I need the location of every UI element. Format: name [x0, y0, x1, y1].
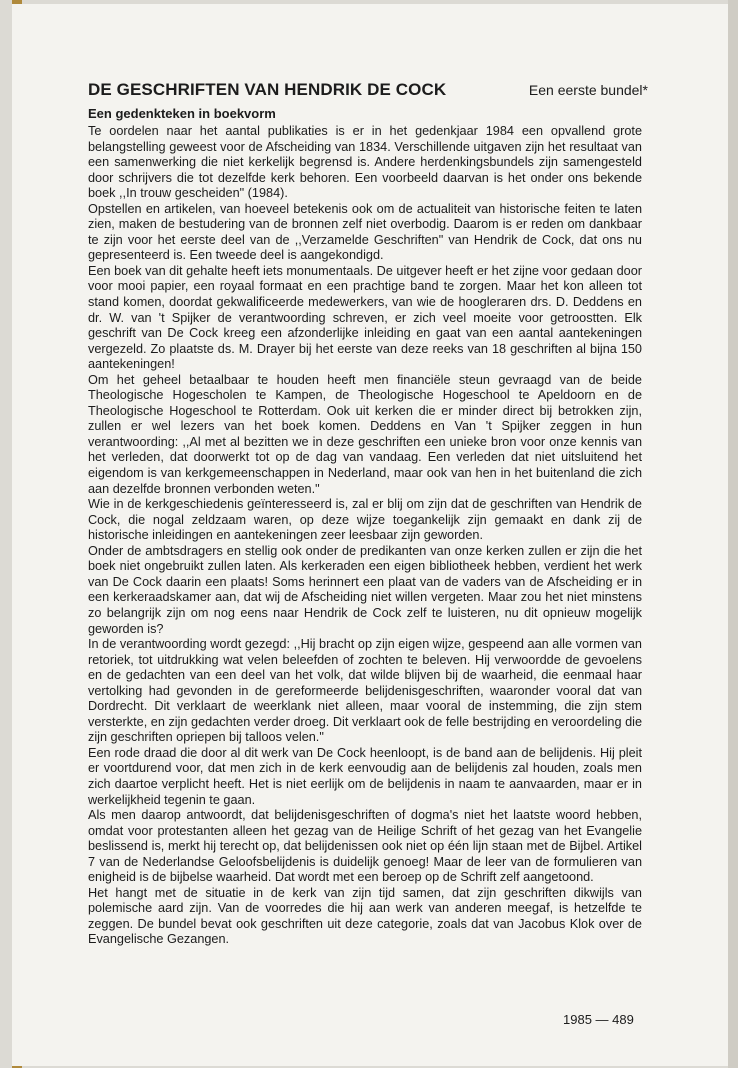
page-header [88, 80, 648, 102]
section-heading: Een gedenkteken in boekvorm [88, 106, 276, 121]
page-number: 1985 — 489 [563, 1012, 634, 1027]
paragraph: Onder de ambtsdragers en stellig ook onder de predikanten van onze kerken zullen er zijn die het boek niet ongebruikt zullen laten. Als kerkeraden een eigen bibliotheek hebben, verdient het werk van De Cock daarin een plaats! Soms herinnert een plaat van de vaders van de Afscheiding er in een kerkeraadskamer aan, dat wij de Afscheiding niet willen vergeten. Maar zou het niet minstens zo belangrijk zijn om nog eens naar Hendrik de Cock zelf te luisteren, nu dit opnieuw mogelijk geworden is? [88, 543, 642, 636]
paragraph: Een rode draad die door al dit werk van De Cock heenloopt, is de band aan de belijdenis. Hij pleit er voortdurend voor, dat men zich in de kerk eenvoudig aan de belijdenis zal houden, zoals men zich daartoe verplicht heeft. Het is niet eerlijk om de belijdenis in naam te aanvaarden, maar er in werkelijkheid tegenin te gaan. [88, 745, 642, 807]
article-title: DE GESCHRIFTEN VAN HENDRIK DE COCK [88, 80, 447, 99]
article-body [88, 124, 642, 948]
paragraph: Te oordelen naar het aantal publikaties is er in het gedenkjaar 1984 een opvallend grote belangstelling geweest voor de Afscheiding van 1834. Verschillende uitgaven zijn het resultaat van een samenwerking die niet kerkelijk begrensd is. Andere herdenkingsbundels zijn samengesteld door schrijvers die tot dezelfde kerk behoren. Een voorbeeld daarvan is het onder ons bekende boek ,,In trouw gescheiden" (1984). [88, 124, 642, 201]
paragraph: In de verantwoording wordt gezegd: ,,Hij bracht op zijn eigen wijze, gespeend aan alle vormen van retoriek, tot uitdrukking wat velen beleefden of zochten te beleven. Hij verwoordde de gevoelens en de gedachten van een deel van het volk, dat wilde blijven bij de waarheid, die eenmaal haar vertolking had gevonden in de gereformeerde belijdenisgeschriften, waaronder vooral dat van Dordrecht. Dit verklaart de weerklank niet alleen, maar vooral de instemming, die zijn stem versterkte, en zijn gedachten verder droeg. Dit verklaart ook de felle bestrijding en veroordeling die zijn geschriften opriepen bij talloos velen." [88, 637, 642, 745]
article-subtitle: Een eerste bundel* [528, 82, 648, 98]
paragraph: Een boek van dit gehalte heeft iets monumentaals. De uitgever heeft er het zijne voor gedaan door voor mooi papier, een royaal formaat en een prachtige band te zorgen. Maar het kon alleen tot stand komen, doordat gekwalificeerde medewerkers, van wie de hoogleraren drs. D. Deddens en dr. W. van 't Spijker de verantwoording schreven, er zich veel moeite voor getroostten. Elk geschrift van De Cock kreeg een afzonderlijke inleiding en gaat van een aantal aantekeningen vergezeld. Zo plaatste ds. M. Drayer bij het eerste van deze reeks van 18 geschriften al bijna 150 aantekeningen! [88, 263, 642, 372]
paragraph: Het hangt met de situatie in de kerk van zijn tijd samen, dat zijn geschriften dikwijls van polemische aard zijn. Van de voorredes die hij aan werk van anderen meegaf, is hetzelfde te zeggen. De bundel bevat ook geschriften uit deze categorie, zoals dat van Jacobus Klok over de Evangelische Gezangen. [88, 885, 642, 947]
page-edge [728, 0, 738, 1068]
paragraph: Om het geheel betaalbaar te houden heeft men financiële steun gevraagd van de beide Theologische Hogescholen te Kampen, de Theologische Hogeschool te Apeldoorn en de Theologische Hogeschool te Rotterdam. Ook uit kerken die er minder direct bij betrokken zijn, zullen er wel lezers van het boek komen. Deddens en Van 't Spijker zeggen in hun verantwoording: ,,Al met al bezitten we in deze geschriften een unieke bron voor onze kennis van het verleden, dat doorwerkt tot op de dag van vandaag. Een verleden dat niet uitsluitend het eigendom is van kerkgemeenschappen in Nederland, maar ook van hen in het buitenland die zich aan dezelfde bronnen verbonden weten." [88, 372, 642, 496]
paragraph: Als men daarop antwoordt, dat belijdenisgeschriften of dogma's niet het laatste woord hebben, omdat voor protestanten alleen het gezag van de Heilige Schrift of het gezag van het Evangelie beslissend is, merkt hij terecht op, dat belijdenissen ook niet op één lijn staan met de Bijbel. Artikel 7 van de Nederlandse Geloofsbelijdenis is duidelijk genoeg! Maar de leer van de formulieren van enigheid is de bijbelse waarheid. Dat wordt met een beroep op de Schrift zelf aangetoond. [88, 808, 642, 885]
paragraph: Opstellen en artikelen, van hoeveel betekenis ook om de actualiteit van historische feiten te laten zien, maken de bestudering van de bronnen zelf niet overbodig. Daarom is er reden om dankbaar te zijn voor het eerste deel van de ,,Verzamelde Geschriften" van Hendrik de Cock, dat ons nu gepresenteerd is. Een tweede deel is aangekondigd. [88, 201, 642, 263]
paragraph: Wie in de kerkgeschiedenis geïnteresseerd is, zal er blij om zijn dat de geschriften van Hendrik de Cock, die nogal zeldzaam waren, op deze wijze toegankelijk zijn gemaakt en dank zij de historische inleidingen en aantekeningen zeer leesbaar zijn geworden. [88, 497, 642, 543]
